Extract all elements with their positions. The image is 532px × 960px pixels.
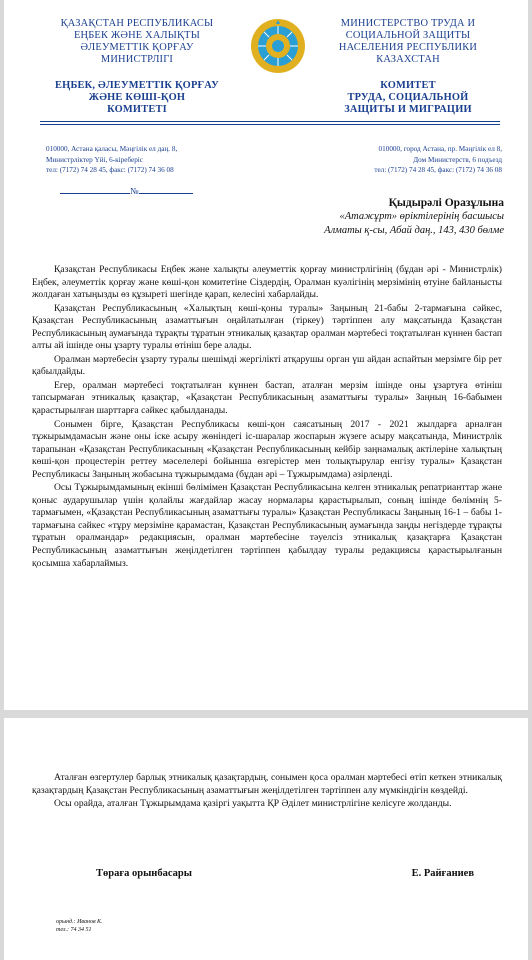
paragraph: Егер, оралман мәртебесі тоқтатылған күннен бастап, аталған мерзім ішінде оны ұзартуға өтініш тапсырмаған этникалық қазақтар, «Қазақстан Республикасының азаматтығы туралы» Заңның 16-бабымен қарастырылған шарттарға сәйкес қабылданады.	[32, 379, 502, 417]
executor-name: орынд.: Иванов К.	[56, 919, 103, 925]
recipient-block	[324, 196, 504, 238]
letterhead-divider-bottom	[40, 124, 500, 125]
address-kz	[46, 144, 177, 176]
number-sign: №	[130, 186, 139, 196]
ministry-ru-line-4: КАЗАХСТАН	[376, 54, 440, 65]
state-emblem-icon	[250, 18, 306, 74]
signatory-name: Е. Райғаниев	[411, 868, 474, 879]
ministry-kz-line-2: ЕҢБЕК ЖӘНЕ ХАЛЫҚТЫ	[73, 30, 200, 41]
ministry-ru-line-1: МИНИСТЕРСТВО ТРУДА И	[340, 18, 476, 29]
committee-ru-line-2: ТРУДА, СОЦИАЛЬНОЙ	[347, 92, 469, 103]
recipient-name: Қыдырәлі Оразұлына	[388, 197, 504, 209]
recipient-position: «Атажұрт» өріктілерінің басшысы	[339, 211, 504, 222]
address-kz-line-2: Министрліктер Үйі, 6-кіреберіс	[46, 155, 143, 164]
address-kz-line-1: 010000, Астана қаласы, Мәңгілік ел даң. 8,	[46, 145, 178, 153]
letterhead-left	[42, 18, 232, 116]
committee-kz-line-3: КОМИТЕТІ	[107, 104, 167, 115]
paragraph: Оралман мәртебесін ұзарту туралы шешімді жергілікті атқарушы орган үш айдан аспайтын мерзімге бір рет қабылдайды.	[32, 353, 502, 378]
ministry-ru-line-3: НАСЕЛЕНИЯ РЕСПУБЛИКИ	[338, 42, 478, 53]
ministry-kz-line-1: ҚАЗАҚСТАН РЕСПУБЛИКАСЫ	[60, 18, 214, 29]
letterhead-divider-top	[40, 121, 500, 122]
committee-kz-line-2: ЖӘНЕ КӨШІ-ҚОН	[88, 92, 186, 103]
paragraph: Осы орайда, аталған Тұжырымдама қазіргі уақытта ҚР Әділет министрлігіне келісуге жолданды.	[54, 798, 452, 810]
paragraph: Қазақстан Республикасы Еңбек және халықты әлеуметтік қорғау министрлігінің (бұдан әрі - Министрлік) Еңбек, әлеуметтік қорғау және көші-қон комитетіне Сіздердің, Оралман куәлігінің мерзімінің өтуіне байланысты жолдаған хатыңызды өз құзыреті шегінде қарап, келесіні хабарлайды.	[32, 264, 502, 301]
letterhead-right	[308, 18, 508, 116]
committee-ru-line-1: КОМИТЕТ	[380, 80, 436, 91]
outgoing-number-line	[60, 186, 193, 196]
letter-body-page-1	[32, 264, 502, 571]
paragraph: Осы Тұжырымдамының екінші бөлімімен Қазақстан Республикасына келген этникалық репатрианттар және қоныс аударушылар үшін қолайлы жағдайлар жасау нормалары қарастырылып, соның ішінде бөлімнің 5-тармағымен, «Қазақстан Республикасының азаматтығы туралы» Қазақстан Республикасы Заңының 16-1 – бабы 1-тармағына сәйкес «тұру мерзіміне қарамастан, Қазақстан Республикасының аумағында заңды негіздерде тұрақты тұратын оралмандар» редакциясын, оралман мәртебесіне тәуелсіз этникалық қазақтарға Қазақстан Республикасының азаматтығын жеңілдетілген тәртіппен қабылдау туралы редакциясы қарастырылғанын қосымша хабарлаймыз.	[32, 482, 502, 569]
paragraph: Аталған өзгертулер барлық этникалық қазақтардың, сонымен қоса оралман мәртебесі өтіп кеткен этникалық қазақтардың Қазақстан Республикасының азаматтығын жеңілдетілген тәртіппен алу мүмкіндігін көздейді.	[32, 772, 502, 796]
address-kz-phone: тел: (7172) 74 28 45, факс: (7172) 74 36 08	[46, 166, 174, 174]
committee-kz-line-1: ЕҢБЕК, ӘЛЕУМЕТТІК ҚОРҒАУ	[55, 80, 219, 91]
committee-ru-line-3: ЗАЩИТЫ И МИГРАЦИИ	[344, 104, 472, 115]
paragraph: Сонымен бірге, Қазақстан Республикасы көші-қон саясатының 2017 - 2021 жылдарға арналған тұжырымдамасын және оны іске асыру жөніндегі іс-шаралар жоспарын жүзеге асыру мақсатында, Министрлік тарапынан «Қазақстан Республикасының «Қазақстан Республикасының кейбір заңнамалық актілеріне халықтың көші-қон процестерін реттеу мәселелері бойынша өзгерістер мен толықтырулар енгізу туралы» Қазақстан Республикасы Заңының жобасына тұжырымдама (бұдан әрі – Тұжырымдама) әзірленді.	[32, 418, 502, 480]
address-ru-line-2: Дом Министерств, 6 подъезд	[413, 155, 502, 164]
executor-phone: тел.: 74 34 51	[56, 927, 92, 933]
paragraph: Қазақстан Республикасының «Халықтың көші-қоны туралы» Заңының 21-бабы 2-тармағына сәйкес, Қазақстан Республикасының азаматтығын оңайлатылған (тіркеу) тәртіппен алу мақсатында Қазақстан Республикасының аумағында тұрақты тұратын этникалық қазақтар оралман мәртебесі тоқтатылған күннен бастап алты ай ішінде оны ұзарту туралы өтініш бере алады.	[32, 302, 502, 352]
ministry-ru-line-2: СОЦИАЛЬНОЙ ЗАЩИТЫ	[345, 30, 471, 41]
recipient-address: Алматы қ-сы, Абай даң., 143, 430 бөлме	[324, 225, 504, 236]
ministry-kz-line-4: МИНИСТРЛІГІ	[100, 54, 174, 65]
signatory-title: Төраға орынбасары	[96, 868, 192, 879]
letter-body-page-2	[32, 772, 502, 812]
executor-note	[56, 918, 103, 934]
ministry-kz-line-3: ӘЛЕУМЕТТІК ҚОРҒАУ	[80, 42, 194, 53]
address-ru	[374, 144, 502, 176]
address-ru-line-1: 010000, город Астана, пр. Мәңгілік ел 8,	[378, 145, 502, 153]
address-ru-phone: тел: (7172) 74 28 45, факс: (7172) 74 36 08	[374, 166, 502, 174]
